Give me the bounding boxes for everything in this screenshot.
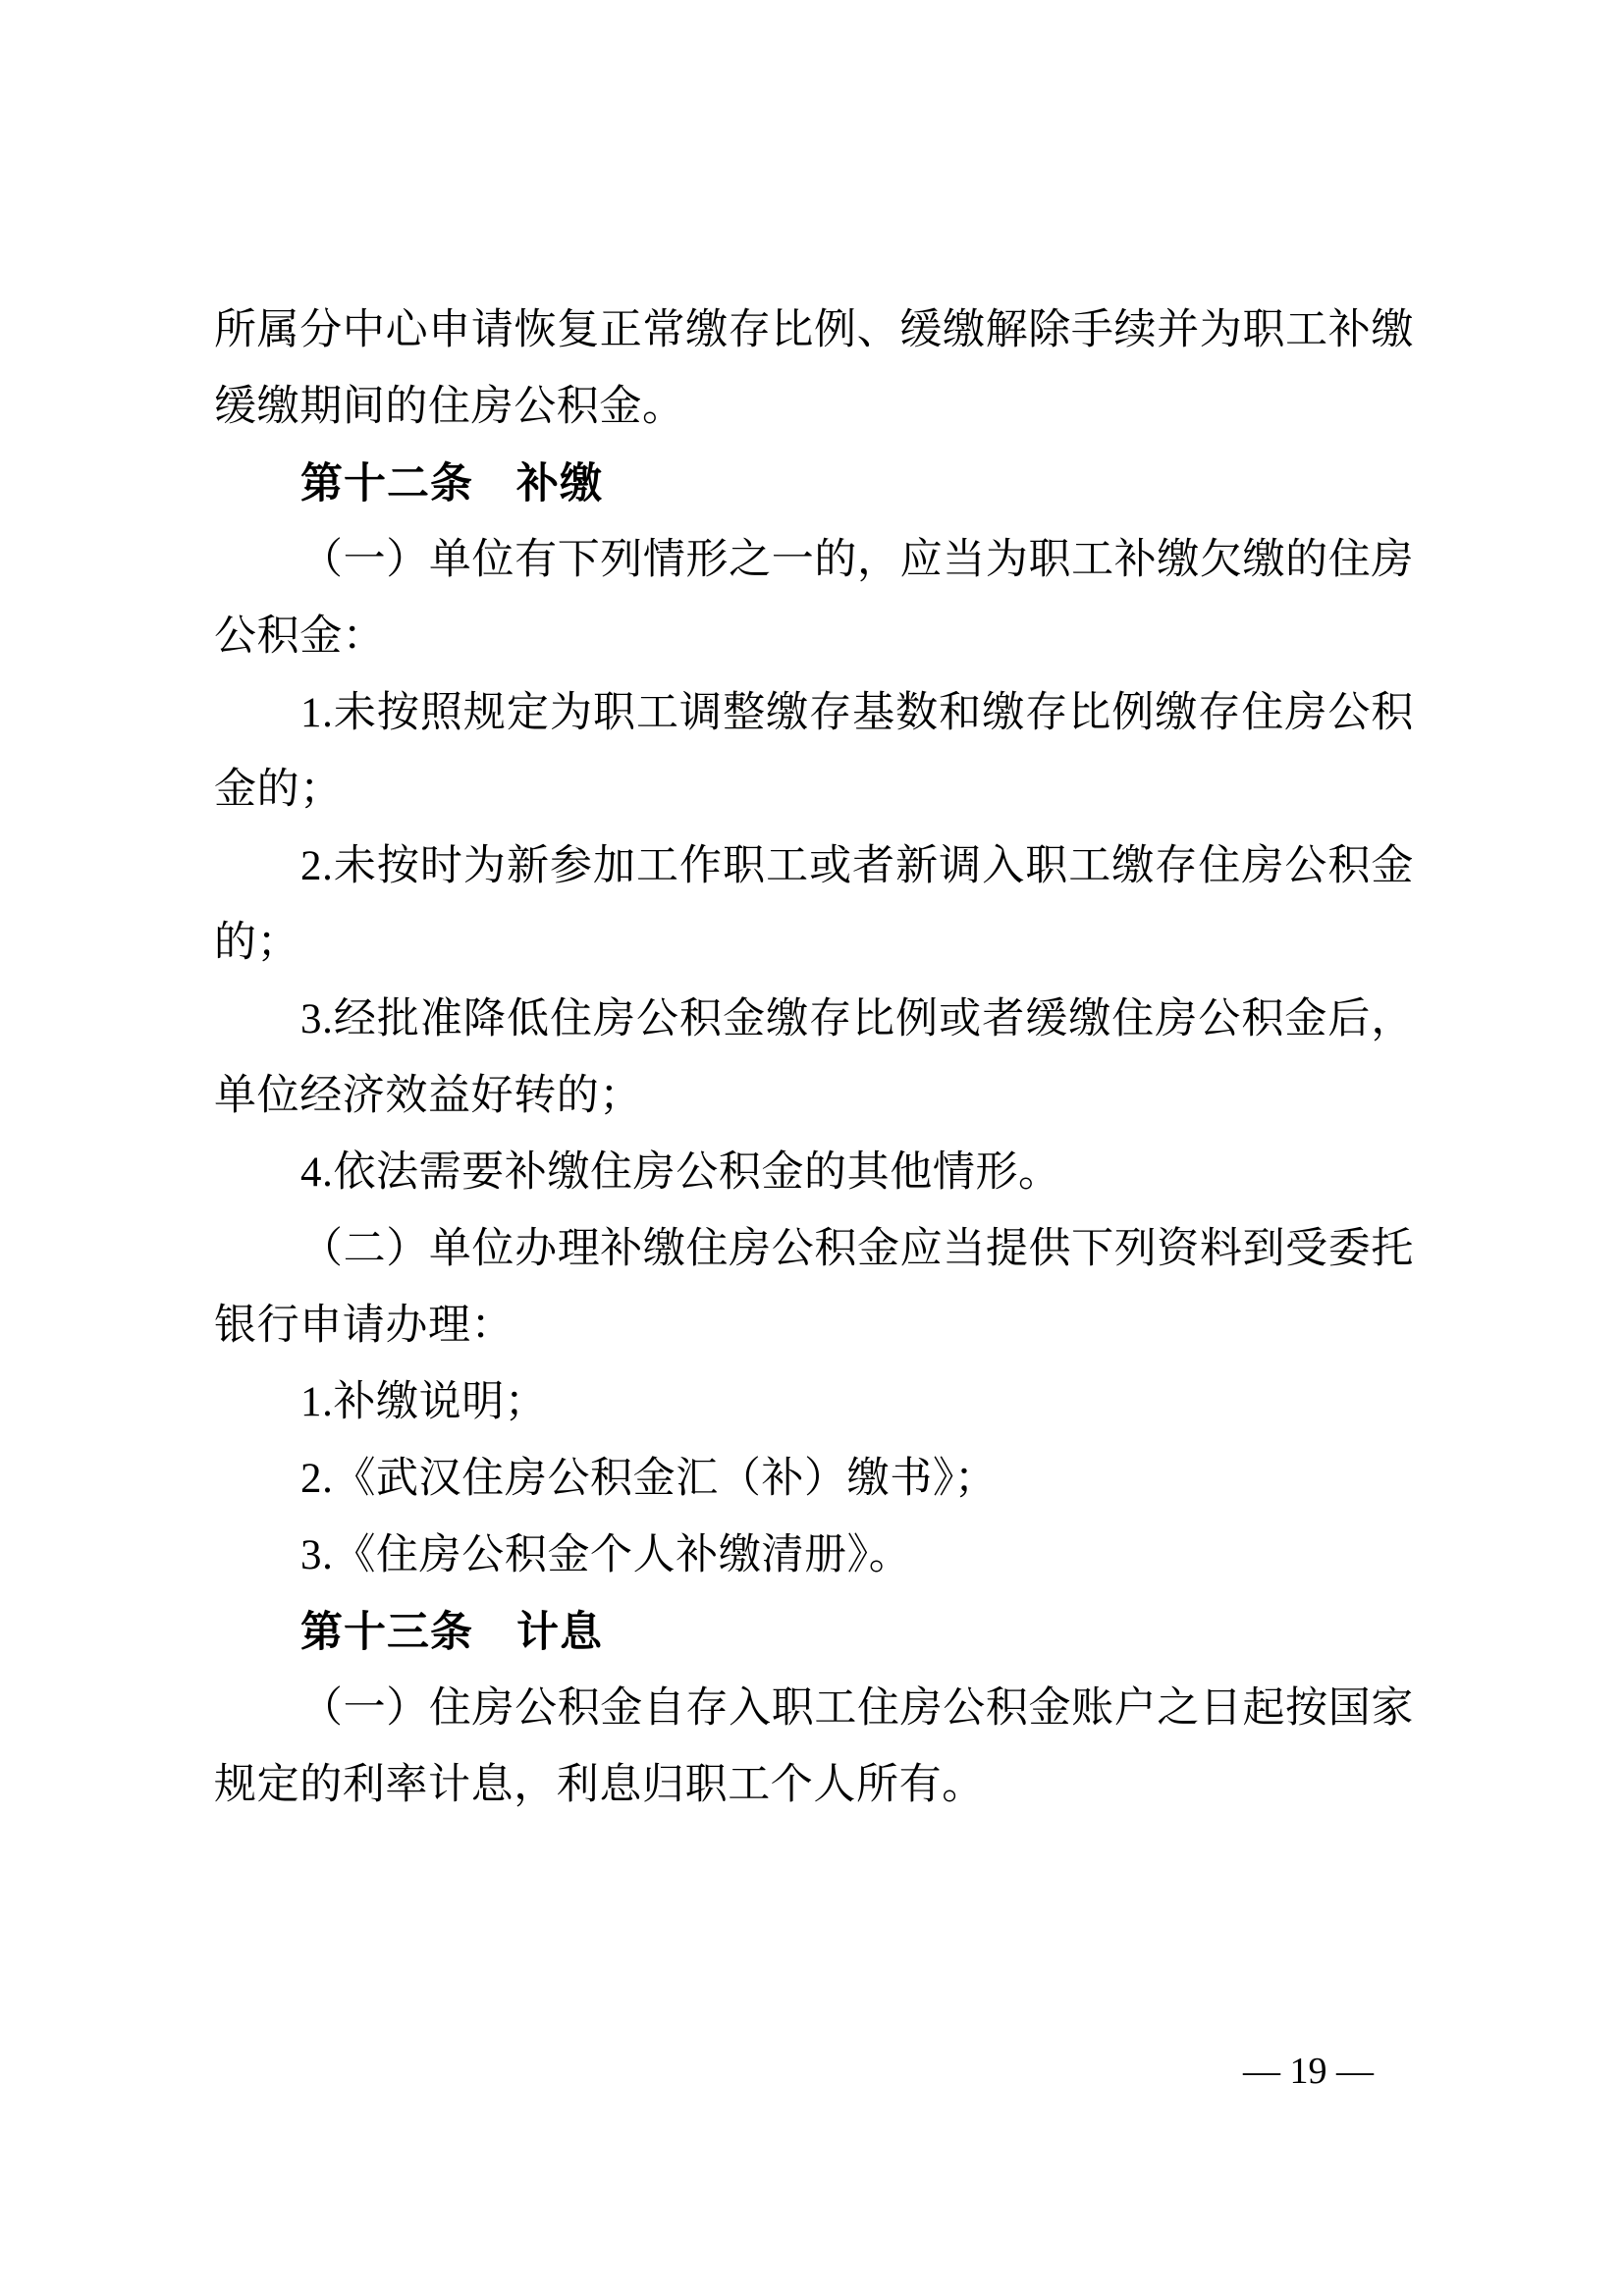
paragraph-item-1: （一）单位有下列情形之一的，应当为职工补缴欠缴的住房公积金： xyxy=(214,537,1414,660)
paragraph-item-2: （二）单位办理补缴住房公积金应当提供下列资料到受委托银行申请办理： xyxy=(214,1226,1414,1349)
paragraph-subitem-1: 1.未按照规定为职工调整缴存基数和缴存比例缴存住房公积金的； xyxy=(214,690,1414,813)
paragraph-interest-1: （一）住房公积金自存入职工住房公积金账户之日起按国家规定的利率计息，利息归职工个人所有。 xyxy=(214,1685,1414,1808)
article-heading-12: 第十二条 补缴 xyxy=(300,460,603,507)
paragraph-material-3: 3.《住房公积金个人补缴清册》。 xyxy=(300,1532,912,1578)
page-number: — 19 — xyxy=(1243,2051,1374,2092)
page-body-text xyxy=(214,293,1414,1824)
paragraph-continuation: 所属分中心申请恢复正常缴存比例、缓缴解除手续并为职工补缴缓缴期间的住房公积金。 xyxy=(214,307,1414,430)
article-heading-13: 第十三条 计息 xyxy=(300,1609,603,1656)
paragraph-subitem-4: 4.依法需要补缴住房公积金的其他情形。 xyxy=(300,1149,1061,1196)
paragraph-subitem-3: 3.经批准降低住房公积金缴存比例或者缓缴住房公积金后，单位经济效益好转的； xyxy=(214,996,1414,1119)
paragraph-material-1: 1.补缴说明； xyxy=(300,1379,548,1425)
paragraph-material-2: 2.《武汉住房公积金汇（补）缴书》； xyxy=(300,1456,998,1502)
paragraph-subitem-2: 2.未按时为新参加工作职工或者新调入职工缴存住房公积金的； xyxy=(214,843,1414,966)
